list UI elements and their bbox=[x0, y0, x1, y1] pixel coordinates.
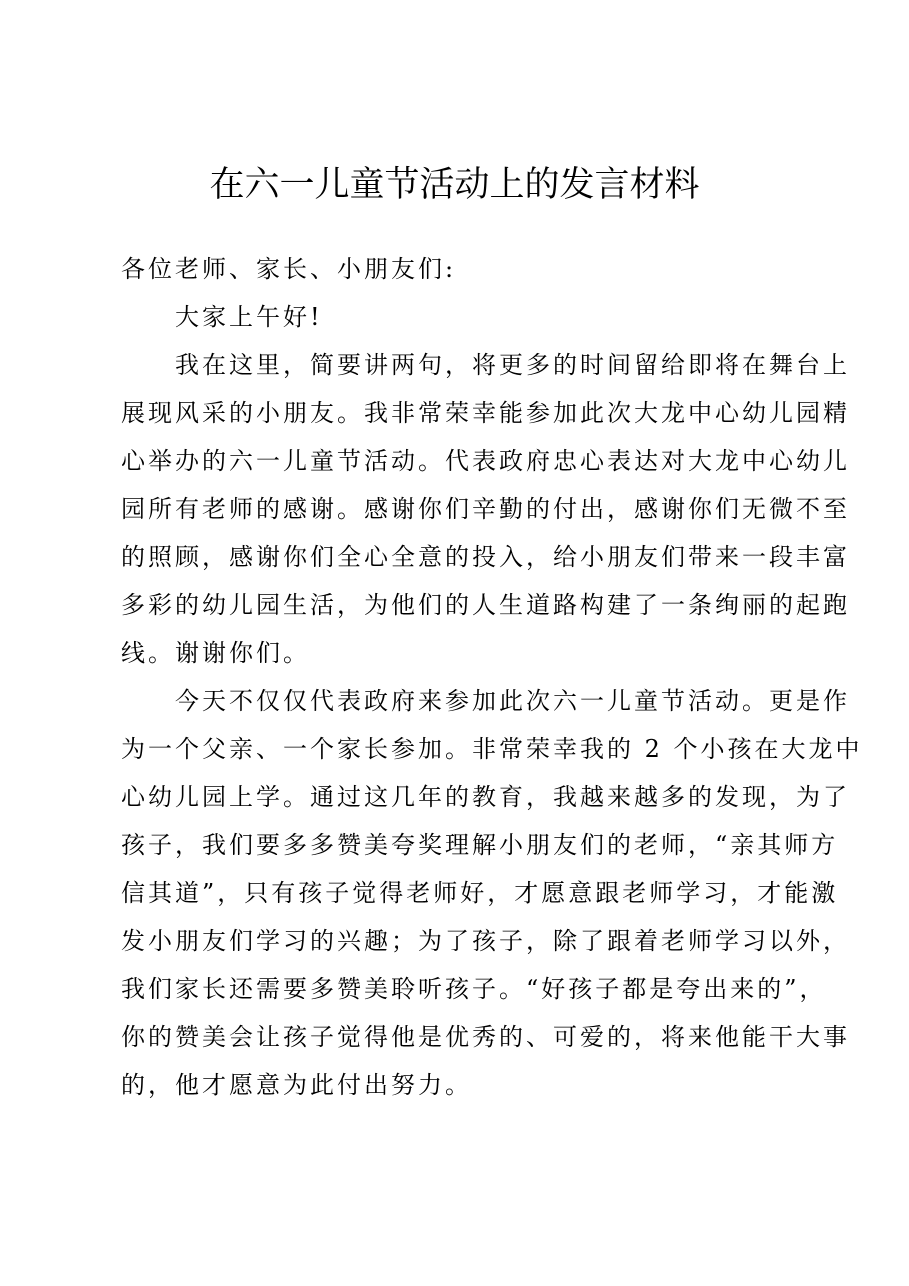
paragraph-2-line-7: 我们家长还需要多赞美聆听孩子。“好孩子都是夸出来的”， bbox=[121, 975, 827, 1003]
paragraph-1-line-1: 我在这里，简要讲两句，将更多的时间留给即将在舞台上 bbox=[175, 351, 850, 379]
paragraph-2-line-1: 今天不仅仅代表政府来参加此次六一儿童节活动。更是作 bbox=[175, 687, 850, 715]
paragraph-1-line-4: 园所有老师的感谢。感谢你们辛勤的付出，感谢你们无微不至 bbox=[121, 495, 850, 523]
paragraph-2-line-3: 心幼儿园上学。通过这几年的教育，我越来越多的发现，为了 bbox=[121, 783, 850, 811]
paragraph-2-line-8: 你的赞美会让孩子觉得他是优秀的、可爱的，将来他能干大事 bbox=[121, 1023, 850, 1051]
paragraph-1-line-3: 心举办的六一儿童节活动。代表政府忠心表达对大龙中心幼儿 bbox=[121, 447, 850, 475]
paragraph-2-line-4: 孩子，我们要多多赞美夸奖理解小朋友们的老师，“亲其师方 bbox=[121, 831, 839, 859]
paragraph-1-line-2: 展现风采的小朋友。我非常荣幸能参加此次大龙中心幼儿园精 bbox=[121, 399, 850, 427]
paragraph-1-line-7: 线。谢谢你们。 bbox=[121, 639, 310, 667]
document-title: 在六一儿童节活动上的发言材料 bbox=[209, 165, 700, 205]
document-body bbox=[121, 245, 863, 1109]
paragraph-2-line-6: 发小朋友们学习的兴趣；为了孩子，除了跟着老师学习以外， bbox=[121, 927, 850, 955]
paragraph-1-line-6: 多彩的幼儿园生活，为他们的人生道路构建了一条绚丽的起跑 bbox=[121, 591, 850, 619]
paragraph-2-line-9: 的，他才愿意为此付出努力。 bbox=[121, 1071, 472, 1099]
paragraph-1-line-5: 的照顾，感谢你们全心全意的投入，给小朋友们带来一段丰富 bbox=[121, 543, 850, 571]
paragraph-2-line-5: 信其道”，只有孩子觉得老师好，才愿意跟老师学习，才能激 bbox=[121, 879, 839, 907]
paragraph-2-line-2: 为一个父亲、一个家长参加。非常荣幸我的 2 个小孩在大龙中 bbox=[121, 735, 863, 763]
greeting-line: 大家上午好! bbox=[175, 303, 323, 331]
salutation-line: 各位老师、家长、小朋友们: bbox=[121, 255, 457, 283]
